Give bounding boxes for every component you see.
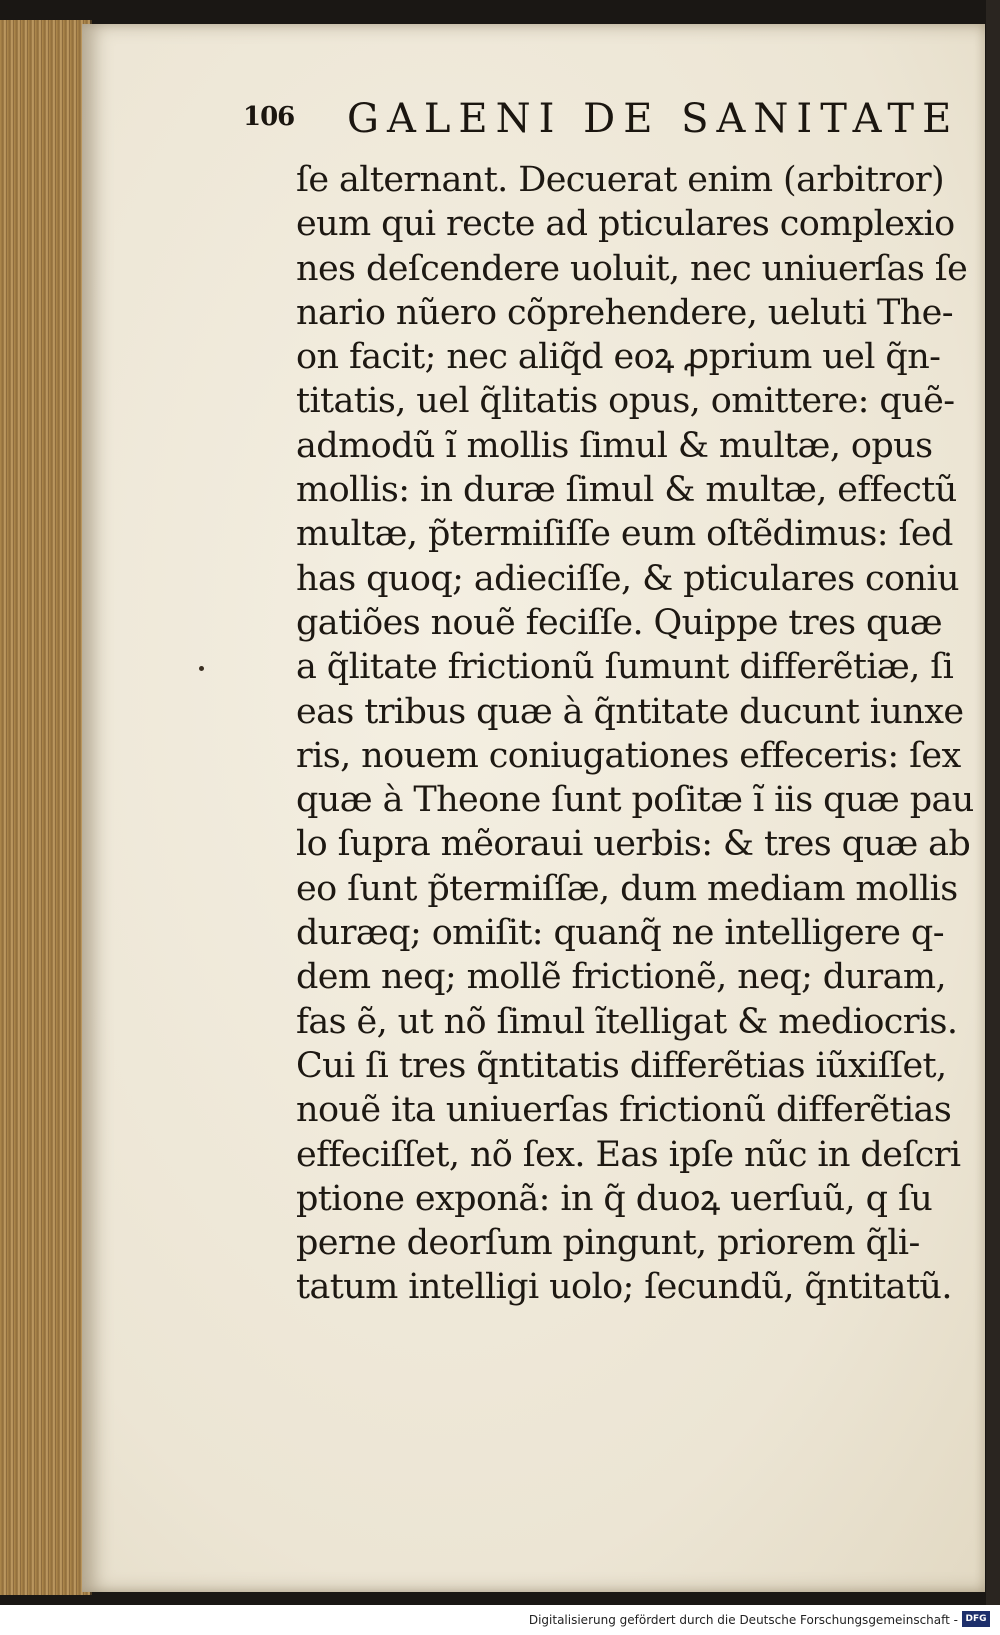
text-line: ſe alternant. Decuerat enim (arbitror) xyxy=(296,160,945,200)
text-line: Cui ſi tres q̃ntitatis differẽtias iũxiſſet, xyxy=(296,1045,947,1086)
text-line: on facit; nec aliq̃d eoꝝ ꝓprium uel q̃n- xyxy=(296,337,941,378)
text-line: mollis: in duræ ſimul & multæ, effectũ xyxy=(296,470,957,511)
text-line: multæ, p̃termiſiſſe eum oſtẽdimus: ſed xyxy=(296,514,953,555)
text-line: eas tribus quæ à q̃ntitate ducunt iunxe xyxy=(296,691,964,732)
text-line: nouẽ ita uniuerſas frictionũ differẽtias xyxy=(296,1090,952,1131)
text-line: nario nũero cõprehendere, ueluti The- xyxy=(296,292,953,333)
text-line: a q̃litate frictionũ ſumunt differẽtiæ, ſi xyxy=(296,647,954,688)
scan-right-edge xyxy=(986,0,1000,1605)
text-line: ris, nouem coniugationes effeceris: ſex xyxy=(296,735,961,776)
text-line: effeciſſet, nõ ſex. Eas ipſe nũc in deſcri xyxy=(296,1134,961,1175)
text-line: eo ſunt p̃termiſſæ, dum mediam mollis xyxy=(296,868,958,909)
text-line: eum qui recte ad pticulares complexio xyxy=(296,204,955,245)
running-title: GALENI DE SANITATE xyxy=(347,96,960,142)
text-line: dem neq; mollẽ frictionẽ, neq; duram, xyxy=(296,957,947,998)
funding-credit: Digitalisierung gefördert durch die Deutsche Forschungsgemeinschaft - xyxy=(528,1613,958,1627)
text-line: quæ à Theone ſunt poſitæ ĩ iis quæ pau xyxy=(296,780,974,821)
book-page-edges xyxy=(0,20,92,1595)
page-header xyxy=(243,96,960,152)
text-line: ptione exponã: in q̃ duoꝝ uerſuũ, q ſu xyxy=(296,1178,933,1219)
margin-mark xyxy=(199,666,204,671)
text-line: admodũ ĩ mollis ſimul & multæ, opus xyxy=(296,425,933,466)
text-line: titatis, uel q̃litatis opus, omittere: quẽ- xyxy=(296,381,955,422)
text-line: fas ẽ, ut nõ ſimul ĩtelligat & mediocris. xyxy=(296,1001,958,1042)
body-text xyxy=(296,158,974,1310)
dfg-logo-icon: DFG xyxy=(962,1611,990,1627)
text-line: perne deorſum pingunt, priorem q̃li- xyxy=(296,1223,920,1264)
text-line: has quoq; adieciſſe, & pticulares coniu xyxy=(296,558,959,599)
folio-number: 106 xyxy=(243,102,295,132)
text-line: nes deſcendere uoluit, nec uniuerſas ſe xyxy=(296,248,968,289)
text-line: lo ſupra mẽoraui uerbis: & tres quæ ab xyxy=(296,824,971,865)
text-line: duræq; omiſit: quanq̃ ne intelligere q- xyxy=(296,913,944,954)
text-line: tatum intelligi uolo; ſecundũ, q̃ntitatũ. xyxy=(296,1267,952,1308)
digitization-footer xyxy=(0,1605,1000,1635)
text-line: gatiões nouẽ feciſſe. Quippe tres quæ xyxy=(296,602,943,643)
